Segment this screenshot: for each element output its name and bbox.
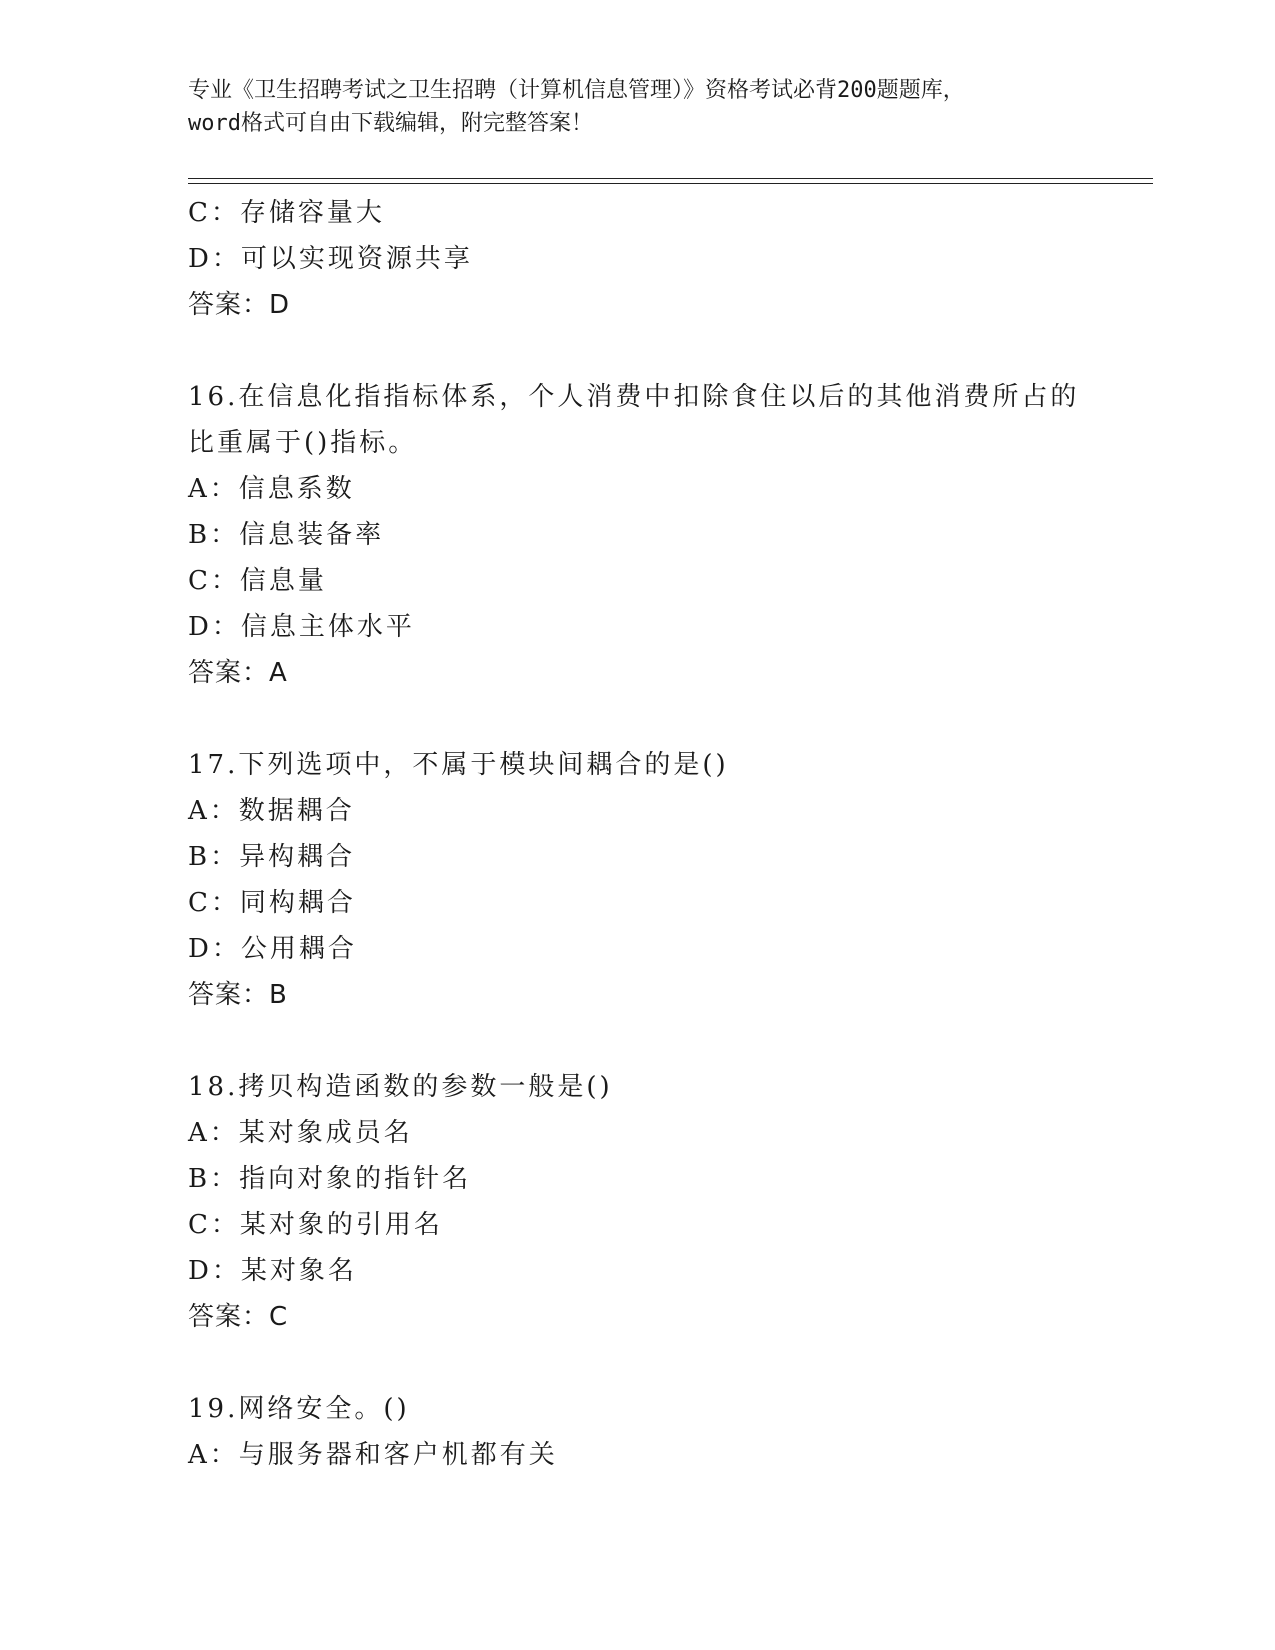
question-16-option-a: A：信息系数	[188, 474, 355, 504]
question-19-text: 19.网络安全。()	[188, 1394, 410, 1424]
question-18-option-b: B：指向对象的指针名	[188, 1164, 472, 1194]
answer: 答案：D	[188, 290, 291, 320]
spacer	[188, 1018, 1148, 1064]
spacer	[188, 328, 1148, 374]
question-16-option-b: B：信息装备率	[188, 520, 385, 550]
question-18-option-d: D：某对象名	[188, 1256, 357, 1286]
question-17-option-c: C：同构耦合	[188, 888, 356, 918]
question-17-option-d: D：公用耦合	[188, 934, 357, 964]
header-line-2: word格式可自由下载编辑，附完整答案！	[188, 111, 593, 136]
question-16-answer: 答案：A	[188, 658, 288, 688]
header-divider-top	[188, 178, 1153, 179]
header-line-1: 专业《卫生招聘考试之卫生招聘（计算机信息管理）》资格考试必背200题题库，	[188, 78, 965, 103]
header-divider-bottom	[188, 183, 1153, 184]
question-17-text: 17.下列选项中，不属于模块间耦合的是()	[188, 750, 729, 780]
question-19-option-a: A：与服务器和客户机都有关	[188, 1440, 558, 1470]
question-16-option-c: C：信息量	[188, 566, 327, 596]
option-d: D：可以实现资源共享	[188, 244, 473, 274]
question-18-answer: 答案：C	[188, 1302, 289, 1332]
question-list	[188, 190, 1148, 1478]
question-16-option-d: D：信息主体水平	[188, 612, 415, 642]
spacer	[188, 1340, 1148, 1386]
question-17-answer: 答案：B	[188, 980, 288, 1010]
document-header	[188, 74, 1088, 140]
option-c: C：存储容量大	[188, 198, 385, 228]
question-17-option-b: B：异构耦合	[188, 842, 356, 872]
question-18-option-c: C：某对象的引用名	[188, 1210, 443, 1240]
question-18-text: 18.拷贝构造函数的参数一般是()	[188, 1072, 613, 1102]
question-16-text: 16.在信息化指指标体系，个人消费中扣除食住以后的其他消费所占的	[188, 382, 1080, 412]
question-16-text-cont: 比重属于()指标。	[188, 428, 418, 458]
question-18-option-a: A：某对象成员名	[188, 1118, 413, 1148]
question-17-option-a: A：数据耦合	[188, 796, 355, 826]
spacer	[188, 696, 1148, 742]
